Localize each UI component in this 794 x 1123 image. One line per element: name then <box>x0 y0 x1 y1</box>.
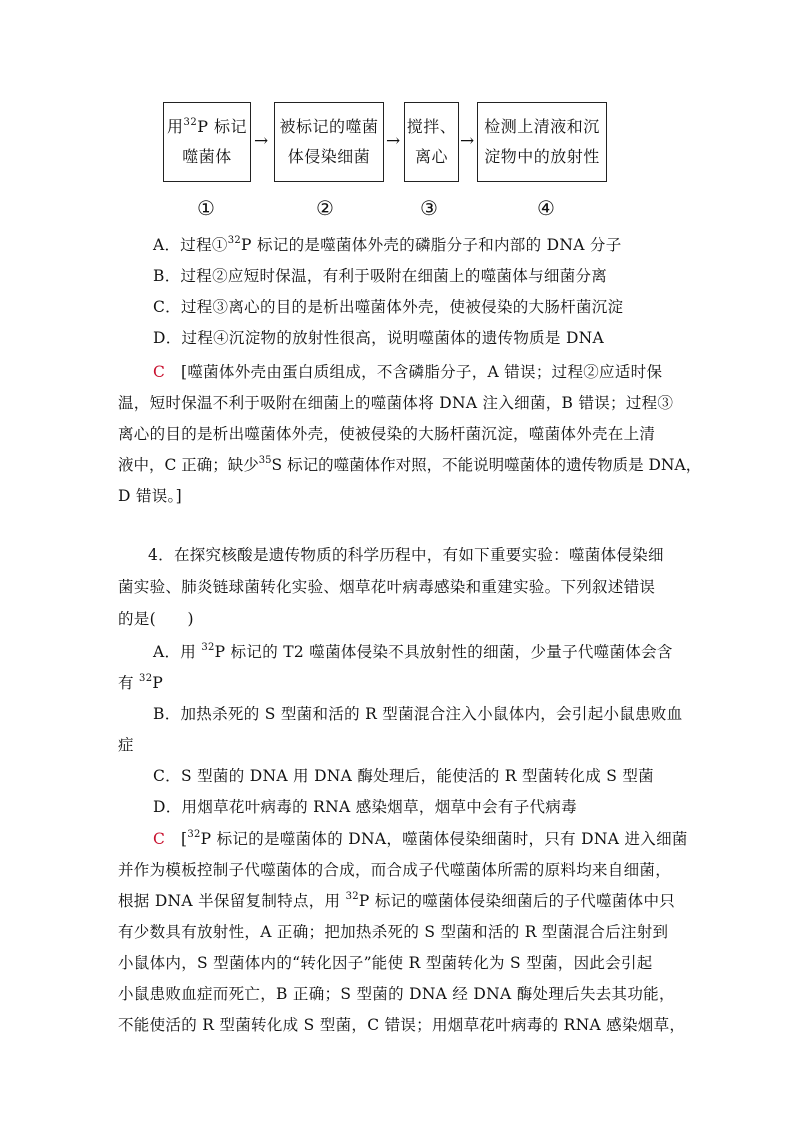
flow-arrow-3: → <box>460 131 475 151</box>
flow-step-3-line-1: 搅拌、 <box>406 117 457 136</box>
q4-option-a-line-2: 有 $^{32}$P <box>118 673 164 692</box>
q3-option-b: B．过程②应短时保温，有利于吸附在细菌上的噬菌体与细菌分离 <box>153 267 608 285</box>
q4-option-d: D．用烟草花叶病毒的 RNA 感染烟草，烟草中会有子代病毒 <box>153 798 577 816</box>
q4-stem-line-1: 4．在探究核酸是遗传物质的科学历程中，有如下重要实验：噬菌体侵染细 <box>148 546 664 564</box>
q4-stem-line-2: 菌实验、肺炎链球菌转化实验、烟草花叶病毒感染和重建实验。下列叙述错误 <box>118 578 656 596</box>
flow-step-4-line-2: 淀物中的放射性 <box>484 147 600 166</box>
q4-explanation-line-5: 小鼠体内，S 型菌体内的“转化因子”能使 R 型菌转化为 S 型菌，因此会引起 <box>118 954 653 972</box>
q3-answer: C <box>153 363 166 381</box>
step-number-3: ③ <box>420 196 438 220</box>
q3-explanation-line-3: 离心的目的是析出噬菌体外壳，使被侵染的大肠杆菌沉淀，噬菌体外壳在上清 <box>118 425 656 443</box>
flow-step-4-line-1: 检测上清液和沉 <box>484 117 600 136</box>
flow-arrow-1: → <box>254 131 269 151</box>
step-number-2: ② <box>316 196 334 220</box>
flow-step-2-line-2: 体侵染细菌 <box>287 147 371 166</box>
step-number-1: ① <box>197 196 215 220</box>
q4-explanation-line-2: 并作为模板控制子代噬菌体的合成，而合成子代噬菌体所需的原料均来自细菌， <box>118 861 672 879</box>
flow-step-1-line-2: 噬菌体 <box>182 147 232 166</box>
experiment-flowchart <box>0 0 794 230</box>
q4-explanation-line-3: 根据 DNA 半保留复制特点，用 $^{32}$P 标记的噬菌体侵染细菌后的子代噬菌体中只 <box>118 891 676 910</box>
flow-step-1-line-1: 用$^{32}$P 标记 <box>166 117 248 136</box>
q4-option-b-line-2: 症 <box>118 736 134 754</box>
flow-step-4-box <box>477 102 607 182</box>
q4-explanation-line-1: C [$^{32}$P 标记的是噬菌体的 DNA，噬菌体侵染细菌时，只有 DNA 进入细菌 <box>153 829 688 848</box>
flow-step-3-box <box>404 102 459 182</box>
flow-arrow-2: → <box>386 131 401 151</box>
q4-option-c: C．S 型菌的 DNA 用 DNA 酶处理后，能使活的 R 型菌转化成 S 型菌 <box>153 767 654 785</box>
flow-step-3-line-2: 离心 <box>414 147 448 166</box>
q4-option-a: A．用 $^{32}$P 标记的 T2 噬菌体侵染不具放射性的细菌，少量子代噬菌体会含 <box>153 642 673 661</box>
q4-explanation-line-6: 小鼠患败血症而死亡，B 正确；S 型菌的 DNA 经 DNA 酶处理后失去其功能， <box>118 985 675 1003</box>
q4-option-b: B．加热杀死的 S 型菌和活的 R 型菌混合注入小鼠体内，会引起小鼠患败血 <box>153 705 683 723</box>
flow-step-2-line-1: 被标记的噬菌 <box>279 117 379 136</box>
q3-option-c: C．过程③离心的目的是析出噬菌体外壳，使被侵染的大肠杆菌沉淀 <box>153 298 624 316</box>
q4-stem-line-3: 的是( ) <box>118 610 194 628</box>
q3-explanation-line-1: C [噬菌体外壳由蛋白质组成，不含磷脂分子，A 错误；过程②应适时保 <box>153 363 663 381</box>
q4-explanation-line-4: 有少数具有放射性，A 正确；把加热杀死的 S 型菌和活的 R 型菌混合后注射到 <box>118 923 669 941</box>
flow-step-1-box <box>163 102 251 182</box>
q4-answer: C <box>153 830 166 848</box>
step-number-4: ④ <box>537 196 555 220</box>
flow-step-2-box <box>274 102 384 182</box>
q4-explanation-line-7: 不能使活的 R 型菌转化成 S 型菌，C 错误；用烟草花叶病毒的 RNA 感染烟草， <box>118 1016 686 1034</box>
q3-explanation-line-2: 温，短时保温不利于吸附在细菌上的噬菌体将 DNA 注入细菌，B 错误；过程③ <box>118 394 674 412</box>
q3-option-d: D．过程④沉淀物的放射性很高，说明噬菌体的遗传物质是 DNA <box>153 329 605 347</box>
q3-explanation-line-4: 液中，C 正确；缺少$^{35}$S 标记的噬菌体作对照，不能说明噬菌体的遗传物质是 DNA， <box>118 455 702 474</box>
q3-explanation-line-5: D 错误。] <box>118 487 182 505</box>
q3-option-a: A．过程①$^{32}$P 标记的是噬菌体外壳的磷脂分子和内部的 DNA 分子 <box>153 235 622 254</box>
